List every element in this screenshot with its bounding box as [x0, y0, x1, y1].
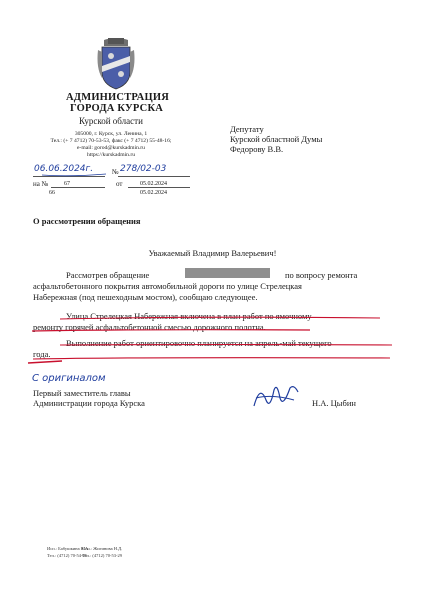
recipient-line: Курской областной Думы — [230, 134, 323, 144]
org-name-line1: АДМИНИСТРАЦИЯ — [66, 92, 169, 103]
handwritten-date: 06.06.2024г. — [34, 164, 94, 174]
paragraph-2-line2: ремонту горячей асфальтобетонной смесью дорожного полотна. — [33, 322, 266, 332]
signer-organization: Администрации города Курска — [33, 398, 145, 408]
reply-date: 05.02.2024 — [140, 181, 167, 187]
website-line: https://kurskadmin.ru — [86, 152, 135, 158]
signer-name: Н.А. Цыбин — [312, 398, 356, 408]
recipient-name: Федорову В.В. — [230, 144, 284, 154]
paragraph-3-line2: года. — [33, 349, 51, 359]
phone-line: Тел.: (+ 7 4712) 70-53-53, факс (+ 7 4712) 55-48-16; — [50, 138, 172, 144]
reply-date-label: от — [116, 180, 123, 188]
executor-2-phone: Тел.: (4712) 70-53-29 — [82, 553, 122, 558]
reply-number-line — [51, 187, 105, 188]
second-reply-number: 66 — [49, 190, 55, 196]
executor-2: Исп.: Жигинова Н.Д. — [82, 546, 123, 551]
reply-date-line — [128, 187, 190, 188]
paragraph-3-line1: Выполнение работ ориентировочно планируется на апрель-май текущего — [66, 338, 332, 348]
date-line — [33, 176, 105, 177]
signer-position: Первый заместитель главы — [33, 388, 131, 398]
reply-to-label: на № — [33, 180, 49, 188]
recipient-line: Депутату — [230, 124, 264, 134]
handwritten-number: 278/02-03 — [120, 164, 167, 174]
org-region: Курской области — [79, 116, 143, 126]
number-line — [118, 176, 190, 177]
handwritten-copy-note: С оригиналом — [32, 373, 106, 384]
paragraph-1-start: Рассмотрев обращение — [66, 270, 150, 280]
second-reply-date: 05.02.2024 — [140, 190, 167, 196]
signature-icon — [250, 380, 300, 412]
executor-1-phone: Тел.: (4712) 70-54-05 — [47, 553, 87, 558]
executor-1: Исп.: Бабушкина К.А. — [47, 546, 90, 551]
paragraph-2-line1: Улица Стрелецкая Набережная включена в план работ по ямочному — [66, 311, 312, 321]
subject-title: О рассмотрении обращения — [33, 216, 141, 226]
email-line: e-mail: gorod@kurskadmin.ru — [77, 145, 145, 151]
address-line: 305000, г. Курск, ул. Ленина, 1 — [74, 131, 148, 137]
number-label: № — [112, 168, 119, 176]
greeting: Уважаемый Владимир Валерьевич! — [148, 248, 277, 258]
org-name-line2: ГОРОДА КУРСКА — [70, 103, 164, 114]
paragraph-1-line2: асфальтобетонного покрытия автомобильной дороги по улице Стрелецкая — [33, 281, 302, 291]
paragraph-1-line3: Набережная (под пешеходным мостом), сообщаю следующее. — [33, 292, 258, 302]
coat-of-arms-icon — [96, 38, 136, 90]
reply-to-number: 67 — [64, 181, 70, 187]
redacted-block — [185, 268, 270, 278]
paragraph-1-continue: по вопросу ремонта — [285, 270, 358, 280]
